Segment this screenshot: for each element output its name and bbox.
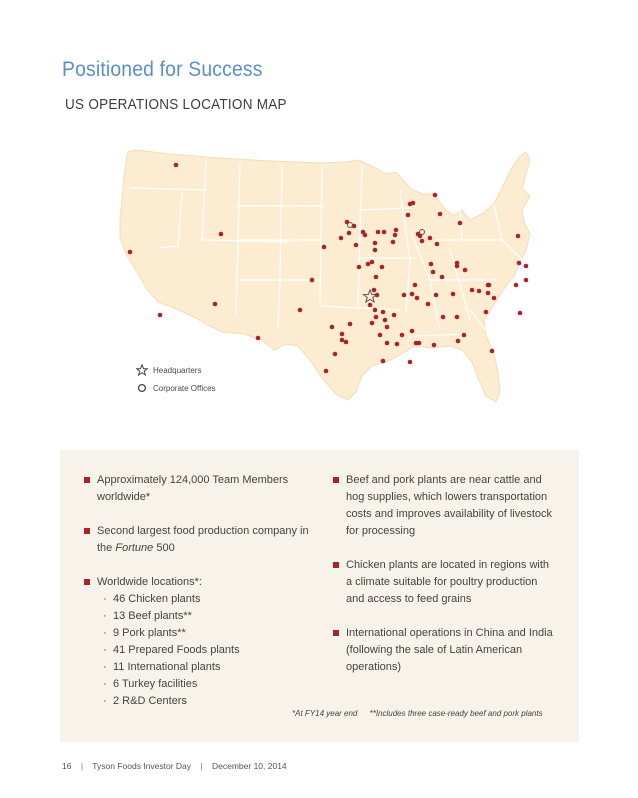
plant-location-marker <box>441 315 446 320</box>
plant-location-marker <box>381 310 386 315</box>
bullet-worldwide-locations-text: Worldwide locations*: <box>97 576 202 588</box>
plant-location-marker <box>455 315 460 320</box>
plant-location-marker <box>354 243 359 248</box>
plant-location-marker <box>372 288 377 293</box>
plant-location-marker <box>373 248 378 253</box>
plant-location-marker <box>411 201 416 206</box>
footnote-fy14: *At FY14 year end <box>292 709 358 718</box>
bullet-second-largest-prefix: Second largest food production company in the <box>97 525 309 554</box>
plant-location-marker <box>363 233 368 238</box>
plant-location-marker <box>370 260 375 265</box>
info-box <box>60 450 579 742</box>
list-item: · 6 Turkey facilities <box>97 676 309 693</box>
list-item: · 13 Beef plants** <box>97 608 309 625</box>
plant-location-marker <box>174 163 179 168</box>
plant-location-marker <box>463 268 468 273</box>
plant-location-marker <box>434 293 439 298</box>
footnote-case-ready: **Includes three case-ready beef and pork plants <box>369 709 543 718</box>
plant-location-marker <box>410 292 415 297</box>
plant-location-marker <box>395 342 400 347</box>
plant-location-marker <box>340 332 345 337</box>
plant-location-marker <box>518 311 523 316</box>
plant-location-marker <box>420 239 425 244</box>
legend-headquarters <box>136 361 216 379</box>
plant-location-marker <box>517 261 522 266</box>
list-item: · 11 International plants <box>97 659 309 676</box>
locations-list <box>97 591 309 710</box>
plant-location-marker <box>408 360 413 365</box>
bullet-chicken-plants <box>333 557 553 608</box>
plant-location-marker <box>402 293 407 298</box>
plant-location-marker <box>381 359 386 364</box>
plant-location-marker <box>410 329 415 334</box>
plant-location-marker <box>484 310 489 315</box>
plant-location-marker <box>368 303 373 308</box>
plant-location-marker <box>514 283 519 288</box>
bullet-second-largest-suffix: 500 <box>153 542 175 554</box>
footer-separator: | <box>80 761 84 771</box>
footer-separator: | <box>200 761 203 771</box>
plant-location-marker <box>415 296 420 301</box>
plant-location-marker <box>451 292 456 297</box>
plant-location-marker <box>487 283 492 288</box>
bullet-worldwide-locations <box>84 574 309 710</box>
bullet-beef-pork <box>333 472 553 540</box>
plant-location-marker <box>470 288 475 293</box>
list-item: · 46 Chicken plants <box>97 591 309 608</box>
plant-location-marker <box>492 296 497 301</box>
plant-location-marker <box>158 313 163 318</box>
bullet-international-text: International operations in China and India (following the sale of Latin American operations) <box>346 627 553 673</box>
plant-location-marker <box>348 322 353 327</box>
page-subtitle: US OPERATIONS LOCATION MAP <box>65 96 287 113</box>
plant-location-marker <box>344 340 349 345</box>
list-item: · 41 Prepared Foods plants <box>97 642 309 659</box>
plant-location-marker <box>431 270 436 275</box>
plant-location-marker <box>393 233 398 238</box>
footer-date: December 10, 2014 <box>212 761 287 771</box>
plant-location-marker <box>370 321 375 326</box>
plant-location-marker <box>438 212 443 217</box>
page-number: 16 <box>62 761 72 771</box>
plant-location-marker <box>373 308 378 313</box>
plant-location-marker <box>322 245 327 250</box>
plant-location-marker <box>213 302 218 307</box>
bullet-second-largest <box>84 523 309 557</box>
page-footer <box>62 761 287 771</box>
bullet-team-members <box>84 472 309 506</box>
footnotes <box>292 709 543 718</box>
legend-corporate-offices <box>136 379 216 397</box>
plant-location-marker <box>380 265 385 270</box>
legend-corporate-offices-label: Corporate Offices <box>153 383 216 393</box>
map-legend <box>136 361 216 397</box>
plant-location-marker <box>477 289 482 294</box>
plant-location-marker <box>324 369 329 374</box>
plant-location-marker <box>382 230 387 235</box>
plant-location-marker <box>128 250 133 255</box>
bullet-international <box>333 625 553 676</box>
plant-location-marker <box>373 241 378 246</box>
plant-location-marker <box>433 193 438 198</box>
plant-location-marker <box>391 240 396 245</box>
plant-location-marker <box>486 291 491 296</box>
list-item: · 2 R&D Centers <box>97 693 309 710</box>
plant-location-marker <box>357 265 362 270</box>
legend-headquarters-label: Headquarters <box>153 365 202 375</box>
bullet-chicken-plants-text: Chicken plants are located in regions with a climate suitable for poultry production and access to feed grains <box>346 559 550 605</box>
plant-location-marker <box>394 228 399 233</box>
plant-location-marker <box>330 325 335 330</box>
plant-location-marker <box>413 283 418 288</box>
plant-location-marker <box>385 325 390 330</box>
plant-location-marker <box>383 318 388 323</box>
footer-doc-title: Tyson Foods Investor Day <box>92 761 192 771</box>
plant-location-marker <box>376 230 381 235</box>
plant-location-marker <box>333 352 338 357</box>
plant-location-marker <box>392 313 397 318</box>
plant-location-marker <box>429 262 434 267</box>
plant-location-marker <box>340 338 345 343</box>
plant-location-marker <box>440 275 445 280</box>
circle-icon <box>136 382 148 394</box>
plant-location-marker <box>524 264 529 269</box>
plant-location-marker <box>374 315 379 320</box>
plant-location-marker <box>310 278 315 283</box>
list-item: · 9 Pork plants** <box>97 625 309 642</box>
plant-location-marker <box>524 278 529 283</box>
plant-location-marker <box>432 343 437 348</box>
left-column <box>84 472 309 710</box>
plant-location-marker <box>426 302 431 307</box>
plant-location-marker <box>219 232 224 237</box>
plant-location-marker <box>385 341 390 346</box>
plant-location-marker <box>458 221 463 226</box>
star-icon <box>136 364 148 376</box>
plant-location-marker <box>374 275 379 280</box>
plant-location-marker <box>455 261 460 266</box>
plant-location-marker <box>490 349 495 354</box>
plant-location-marker <box>462 333 467 338</box>
plant-location-marker <box>435 242 440 247</box>
plant-location-marker <box>347 231 352 236</box>
page-title: Positioned for Success <box>62 58 263 81</box>
bullet-team-members-text: Approximately 124,000 Team Members worldwide* <box>97 474 289 503</box>
plant-location-marker <box>298 308 303 313</box>
plant-location-marker <box>428 236 433 241</box>
plant-location-marker <box>339 236 344 241</box>
bullet-beef-pork-text: Beef and pork plants are near cattle and hog supplies, which lowers transportation costs and improves availability of livestock for processing <box>346 474 553 537</box>
plant-location-marker <box>345 220 350 225</box>
plant-location-marker <box>516 234 521 239</box>
plant-location-marker <box>256 336 261 341</box>
plant-location-marker <box>406 213 411 218</box>
right-column <box>333 472 553 693</box>
plant-location-marker <box>366 262 371 267</box>
plant-location-marker <box>456 339 461 344</box>
plant-location-marker <box>378 333 383 338</box>
plant-location-marker <box>417 341 422 346</box>
fortune-italic: Fortune <box>115 542 154 554</box>
plant-location-marker <box>400 333 405 338</box>
